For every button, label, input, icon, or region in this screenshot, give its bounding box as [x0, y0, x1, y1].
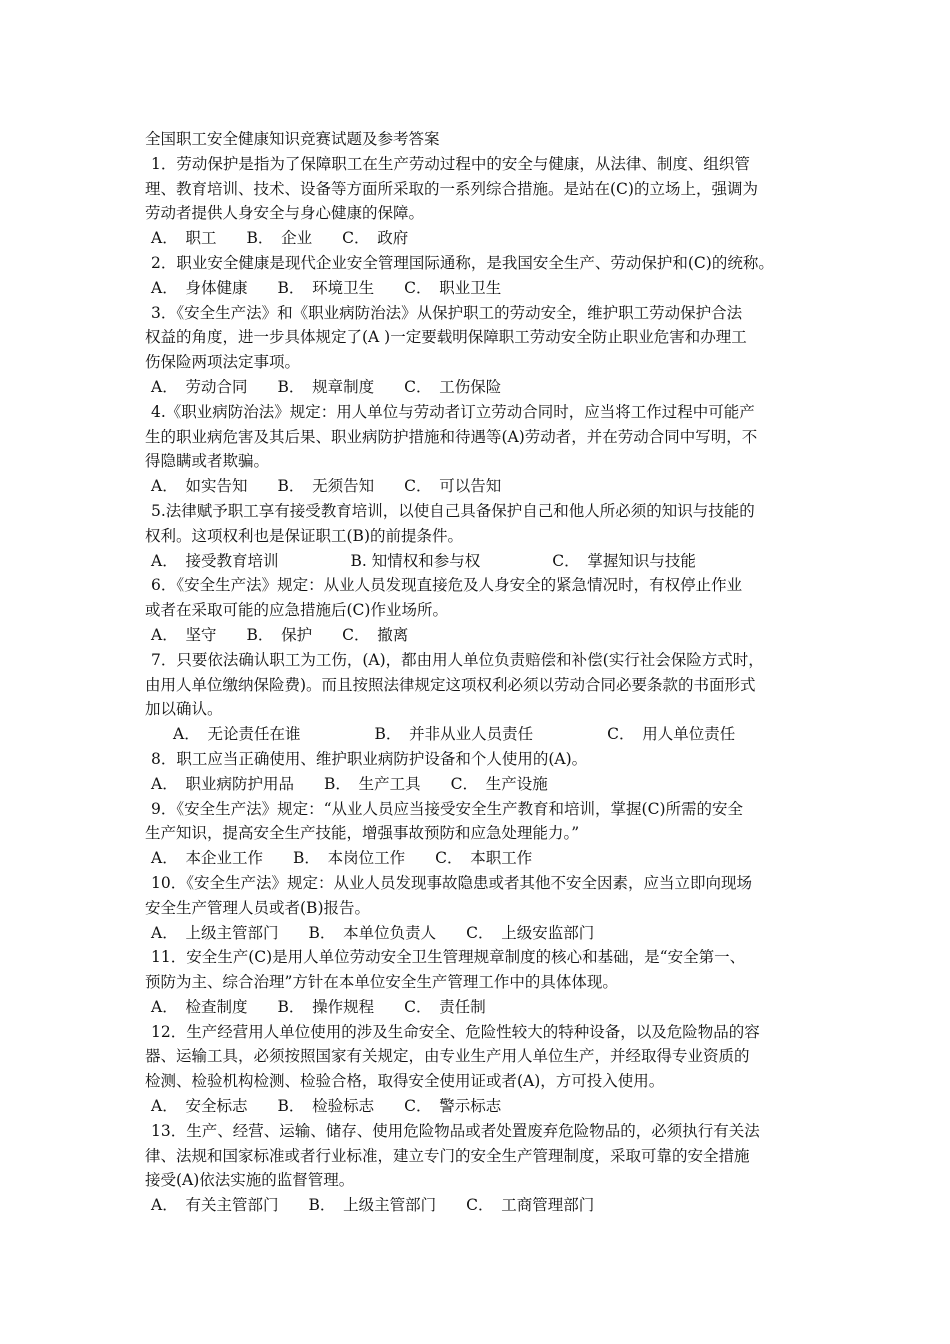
answer-options [145, 226, 820, 251]
answer-options [145, 846, 820, 871]
answer-option-c: C． 工伤保险 [404, 377, 502, 396]
question-text-continued: 检测、检验机构检测、检验合格，取得安全使用证或者(A)，方可投入使用。 [145, 1072, 665, 1091]
answer-options [145, 1094, 820, 1119]
question-text-continued: 接受(A)依法实施的监督管理。 [145, 1171, 355, 1190]
answer-option-b: B． 保护 [246, 625, 313, 644]
answer-options [145, 921, 820, 946]
question-text-continued: 加以确认。 [145, 700, 223, 719]
answer-options [145, 772, 820, 797]
answer-option-c: C． 责任制 [404, 997, 486, 1016]
question-text: 7．只要依法确认职工为工伤，(A)，都由用人单位负责赔偿和补偿(实行社会保险方式时， [151, 650, 764, 669]
answer-option-b: B． 无须告知 [277, 477, 375, 496]
question-text: 9．《安全生产法》规定：“从业人员应当接受安全生产教育和培训，掌握(C)所需的安全 [151, 799, 743, 818]
question-text-continued: 器、运输工具，必须按照国家有关规定，由专业生产用人单位生产，并经取得专业资质的 [145, 1047, 750, 1066]
question-text-continued: 律、法规和国家标准或者行业标准，建立专门的安全生产管理制度，采取可靠的安全措施 [145, 1146, 750, 1165]
question-text-continued: 预防为主、综合治理”方针在本单位安全生产管理工作中的具体体现。 [145, 973, 618, 992]
question-block [145, 400, 820, 499]
question-block [145, 251, 820, 301]
answer-option-a: A． 有关主管部门 [151, 1196, 279, 1215]
answer-option-a: A． 本企业工作 [151, 849, 263, 868]
answer-option-b: B． 操作规程 [277, 997, 375, 1016]
answer-option-a: A． 劳动合同 [151, 377, 248, 396]
question-text: 10．《安全生产法》规定：从业人员发现事故隐患或者其他不安全因素，应当立即向现场 [151, 873, 752, 892]
question-text-continued: 权利。这项权利也是保证职工(B)的前提条件。 [145, 526, 463, 545]
question-block [145, 152, 820, 251]
document-title: 全国职工安全健康知识竞赛试题及参考答案 [145, 130, 440, 148]
question-text: 5.法律赋予职工享有接受教育培训，以使自己具备保护自己和他人所必须的知识与技能的 [151, 501, 755, 520]
question-block [145, 871, 820, 945]
question-text: 13．生产、经营、运输、储存、使用危险物品或者处置废弃危险物品的，必须执行有关法 [151, 1121, 760, 1140]
answer-options [145, 549, 820, 574]
answer-option-a: A． 职工 [151, 229, 217, 248]
answer-option-b: B． 上级主管部门 [308, 1196, 437, 1215]
answer-option-c: C． 生产设施 [450, 774, 548, 793]
question-text: 4.《职业病防治法》规定：用人单位与劳动者订立劳动合同时，应当将工作过程中可能产 [151, 402, 755, 421]
answer-option-b: B. 知情权和参与权 [350, 551, 481, 570]
question-text-continued: 理、教育培训、技术、设备等方面所采取的一系列综合措施。是站在(C)的立场上，强调为 [145, 179, 758, 198]
answer-options [145, 474, 820, 499]
question-text: 1．劳动保护是指为了保障职工在生产劳动过程中的安全与健康，从法律、制度、组织管 [151, 154, 750, 173]
answer-option-c: C． 政府 [342, 229, 409, 248]
answer-option-b: B． 环境卫生 [277, 278, 375, 297]
question-text: 2．职业安全健康是现代企业安全管理国际通称，是我国安全生产、劳动保护和(C)的统称。 [151, 253, 774, 272]
answer-option-c: C． 工商管理部门 [466, 1196, 595, 1215]
answer-option-a: A． 无论责任在谁 [173, 725, 301, 744]
question-text-continued: 安全生产管理人员或者(B)报告。 [145, 898, 370, 917]
answer-options [145, 1193, 820, 1218]
answer-options [145, 623, 820, 648]
question-text: 11．安全生产(C)是用人单位劳动安全卫生管理规章制度的核心和基础，是“安全第一、 [151, 948, 746, 967]
answer-option-c: C． 撤离 [342, 625, 409, 644]
answer-options [145, 722, 820, 747]
question-text-continued: 生产知识，提高安全生产技能，增强事故预防和应急处理能力。” [145, 824, 580, 843]
answer-option-c: C． 警示标志 [404, 1097, 502, 1116]
question-text: 8．职工应当正确使用、维护职业病防护设备和个人使用的(A)。 [151, 749, 588, 768]
question-block [145, 1119, 820, 1218]
answer-option-a: A． 职业病防护用品 [151, 774, 294, 793]
answer-option-b: B． 本单位负责人 [308, 923, 437, 942]
question-text-continued: 由用人单位缴纳保险费)。而且按照法律规定这项权利必须以劳动合同必要条款的书面形式 [145, 675, 756, 694]
question-block [145, 797, 820, 871]
answer-options [145, 375, 820, 400]
answer-options [145, 276, 820, 301]
answer-option-a: A． 坚守 [151, 625, 217, 644]
question-text-continued: 得隐瞒或者欺骗。 [145, 452, 270, 471]
answer-option-c: C． 职业卫生 [404, 278, 502, 297]
answer-option-b: B． 企业 [246, 229, 313, 248]
answer-option-a: A． 安全标志 [151, 1097, 248, 1116]
question-text-continued: 伤保险两项法定事项。 [145, 353, 301, 372]
answer-option-a: A． 如实告知 [151, 477, 248, 496]
answer-option-c: C． 用人单位责任 [607, 725, 736, 744]
question-block [145, 1020, 820, 1119]
answer-option-c: C． 本职工作 [435, 849, 533, 868]
answer-option-a: A． 上级主管部门 [151, 923, 279, 942]
answer-option-c: C． 可以告知 [404, 477, 502, 496]
answer-option-b: B． 生产工具 [323, 774, 421, 793]
question-block [145, 301, 820, 400]
question-list [145, 152, 820, 1218]
document-content [145, 127, 820, 1218]
question-block [145, 499, 820, 573]
question-text-continued: 劳动者提供人身安全与身心健康的保障。 [145, 204, 425, 223]
question-text: 12．生产经营用人单位使用的涉及生命安全、危险性较大的特种设备，以及危险物品的容 [151, 1022, 760, 1041]
answer-options [145, 995, 820, 1020]
question-block [145, 573, 820, 647]
question-block [145, 648, 820, 747]
answer-option-a: A． 身体健康 [151, 278, 248, 297]
question-block [145, 747, 820, 797]
question-text-continued: 或者在采取可能的应急措施后(C)作业场所。 [145, 601, 448, 620]
answer-option-b: B． 并非从业人员责任 [374, 725, 534, 744]
answer-option-a: A． 检查制度 [151, 997, 248, 1016]
question-block [145, 945, 820, 1019]
answer-option-a: A． 接受教育培训 [151, 551, 279, 570]
answer-option-b: B． 规章制度 [277, 377, 375, 396]
answer-option-c: C． 上级安监部门 [466, 923, 595, 942]
question-text: 6．《安全生产法》规定：从业人员发现直接危及人身安全的紧急情况时，有权停止作业 [151, 576, 743, 595]
question-text: 3．《安全生产法》和《职业病防治法》从保护职工的劳动安全，维护职工劳动保护合法 [151, 303, 743, 322]
answer-option-b: B． 本岗位工作 [292, 849, 406, 868]
question-text-continued: 生的职业病危害及其后果、职业病防护措施和待遇等(A)劳动者，并在劳动合同中写明，不 [145, 427, 758, 446]
answer-option-b: B． 检验标志 [277, 1097, 375, 1116]
question-text-continued: 权益的角度，进一步具体规定了(A )一定要载明保障职工劳动安全防止职业危害和办理工 [145, 328, 747, 347]
answer-option-c: C． 掌握知识与技能 [552, 551, 696, 570]
